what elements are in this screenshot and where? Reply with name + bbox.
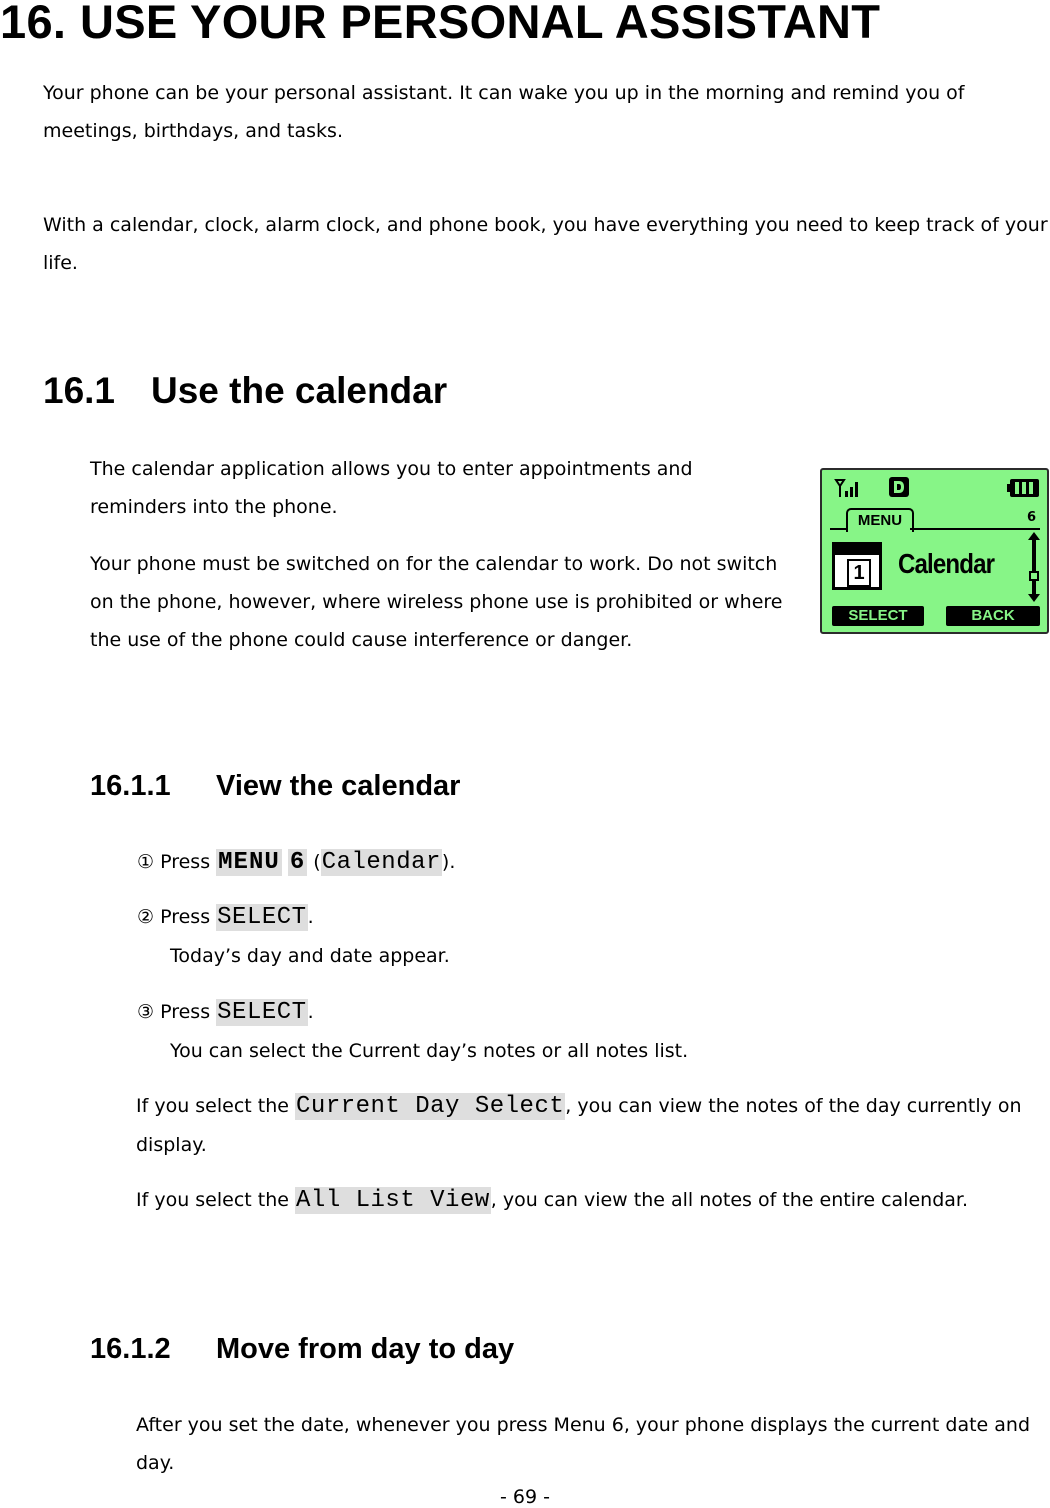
step-3-press: Press xyxy=(160,1001,211,1023)
step-3 xyxy=(137,993,688,1070)
tab-underline-left xyxy=(830,528,846,530)
intro-paragraph-2: With a calendar, clock, alarm clock, and phone book, you have everything you need to keep track of your life. xyxy=(43,214,1048,274)
subsection-1-number: 16.1.1 xyxy=(90,770,171,802)
page-number: - 69 - xyxy=(500,1486,550,1508)
calendar-icon xyxy=(832,542,882,590)
select-key: SELECT xyxy=(217,999,307,1026)
step-2 xyxy=(137,898,450,975)
signal-icon xyxy=(834,476,862,500)
step-2-marker: ② xyxy=(137,906,155,928)
subsection-1-heading xyxy=(90,770,460,803)
step-1 xyxy=(137,843,455,882)
scroll-bar-icon xyxy=(1025,532,1043,604)
tab-underline xyxy=(910,528,1040,530)
chapter-heading xyxy=(0,0,880,49)
menu-number: 6 xyxy=(1027,510,1037,525)
step-3-dot: . xyxy=(307,1001,314,1023)
all-list-view-option: All List View xyxy=(296,1187,490,1214)
subsection-2-number: 16.1.2 xyxy=(90,1333,171,1365)
menu-tab: MENU xyxy=(846,508,914,532)
phone-screen-title: Calendar xyxy=(898,548,995,579)
chapter-number: 16. xyxy=(0,0,67,48)
calendar-key: Calendar xyxy=(321,849,441,876)
step-1-press: Press xyxy=(160,851,211,873)
section-number: 16.1 xyxy=(43,370,116,411)
battery-icon xyxy=(1007,478,1041,498)
all-list-paragraph xyxy=(136,1181,1036,1220)
step-1-marker: ① xyxy=(137,851,155,873)
section-paragraph-2: Your phone must be switched on for the calendar to work. Do not switch on the phone, however, where wireless phone use is prohibited or where the use of the phone could cause interference or danger. xyxy=(90,553,783,651)
select-softkey: SELECT xyxy=(832,606,924,626)
section-heading xyxy=(43,370,447,412)
current-day-pre: If you select the xyxy=(136,1095,289,1117)
subsection-2-heading xyxy=(90,1333,514,1366)
menu-key: MENU xyxy=(218,849,280,876)
all-list-pre: If you select the xyxy=(136,1189,289,1211)
calendar-icon-bar xyxy=(835,545,879,555)
section-title: Use the calendar xyxy=(151,370,448,411)
subsection-2-title: Move from day to day xyxy=(216,1333,515,1365)
select-key: SELECT xyxy=(217,904,307,931)
phone-screen-image xyxy=(820,468,1049,634)
step-3-note: You can select the Current day’s notes or all notes list. xyxy=(170,1040,689,1062)
step-3-marker: ③ xyxy=(137,1001,155,1023)
back-softkey: BACK xyxy=(946,606,1040,626)
key-6: 6 xyxy=(289,849,306,876)
subsection-1-title: View the calendar xyxy=(216,770,461,802)
step-1-close: ). xyxy=(441,851,456,873)
current-day-post: , you can view the notes of the day currently on display. xyxy=(136,1095,1022,1156)
step-2-press: Press xyxy=(160,906,211,928)
all-list-post: , you can view the all notes of the entire calendar. xyxy=(490,1189,969,1211)
current-day-paragraph xyxy=(136,1087,1036,1164)
step-1-open: ( xyxy=(313,851,321,873)
intro-paragraph-1: Your phone can be your personal assistant. It can wake you up in the morning and remind you of meetings, birthdays, and tasks. xyxy=(43,82,965,142)
section-paragraph-1: The calendar application allows you to enter appointments and reminders into the phone. xyxy=(90,458,693,518)
current-day-select-option: Current Day Select xyxy=(296,1093,565,1120)
calendar-icon-day: 1 xyxy=(847,559,871,587)
data-icon xyxy=(888,476,910,498)
step-2-dot: . xyxy=(307,906,314,928)
subsection-2-paragraph: After you set the date, whenever you press Menu 6, your phone displays the current date and day. xyxy=(136,1414,1031,1474)
chapter-title: USE YOUR PERSONAL ASSISTANT xyxy=(80,0,881,48)
step-2-note: Today’s day and date appear. xyxy=(170,945,450,967)
